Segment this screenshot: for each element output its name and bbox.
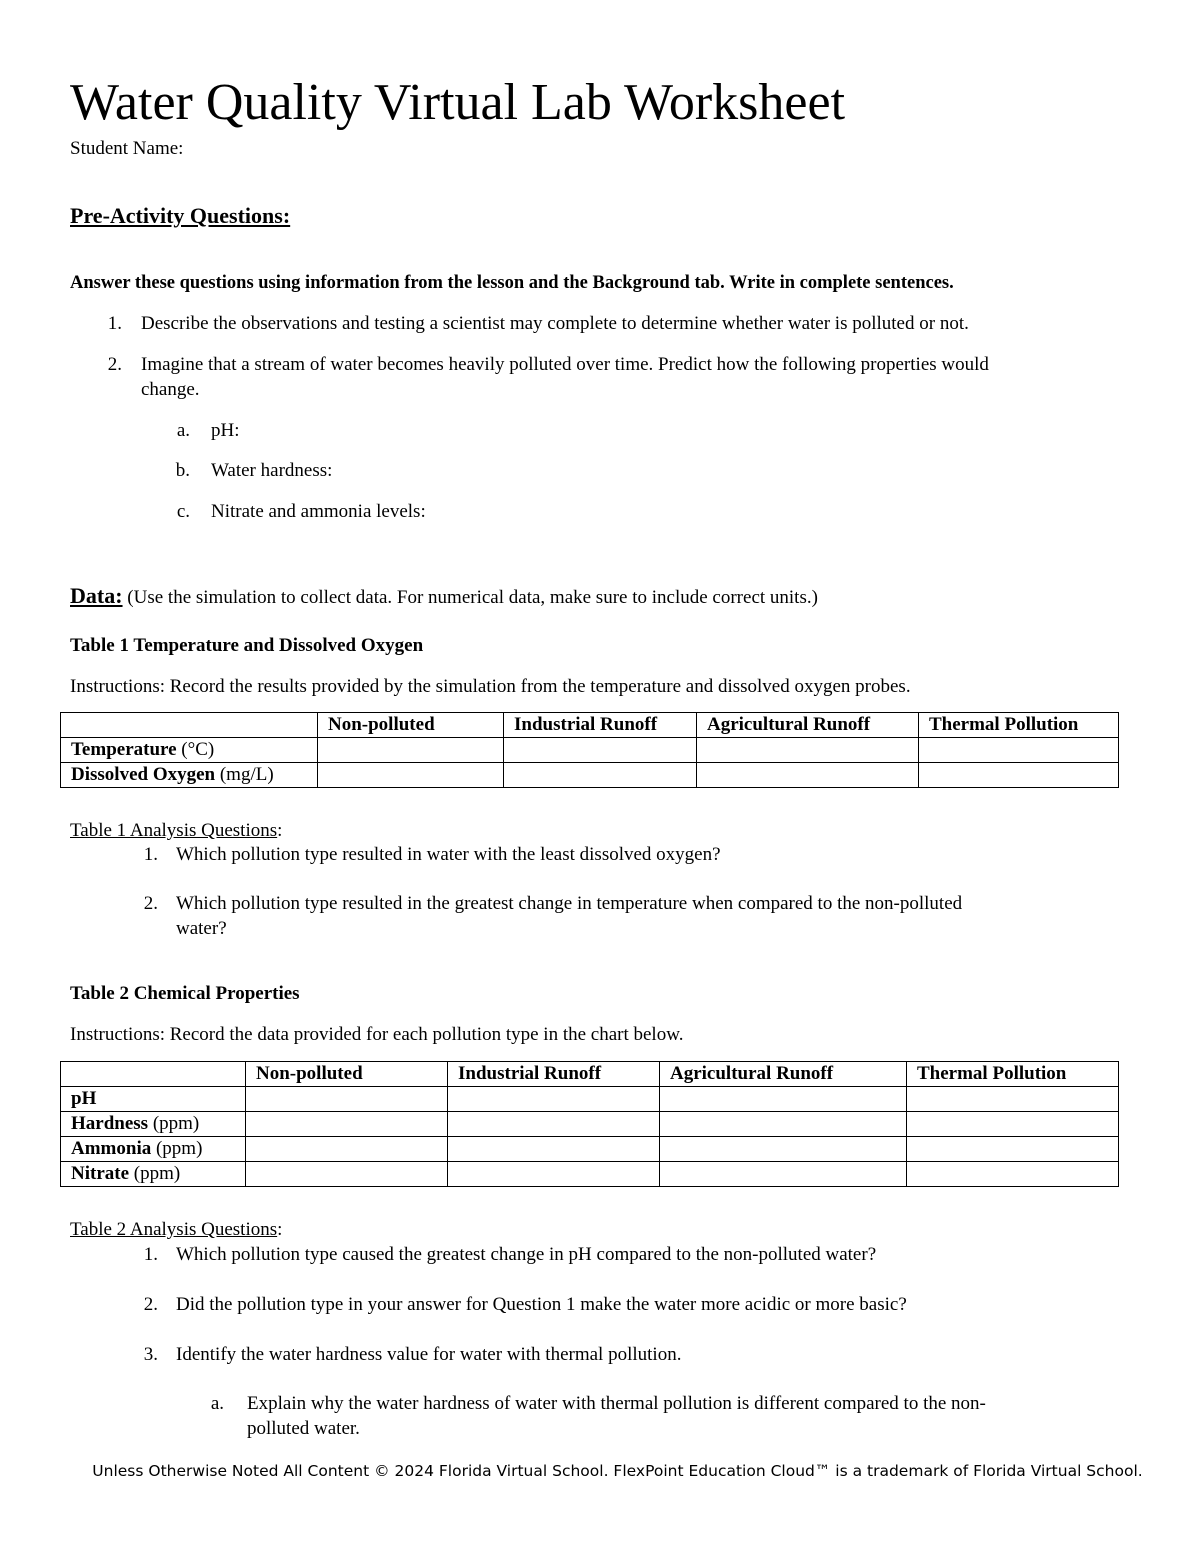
- pre-question-2-line1: Imagine that a stream of water becomes heavily polluted over time. Predict how the following properties would: [141, 354, 989, 375]
- data-cell[interactable]: [697, 763, 919, 788]
- data-cell[interactable]: [907, 1162, 1119, 1187]
- column-header: Agricultural Runoff: [697, 713, 919, 738]
- row-label: Temperature (°C): [61, 738, 318, 763]
- question-number: 2.: [107, 354, 122, 375]
- pre-activity-instructions: Answer these questions using information from the lesson and the Background tab. Write in complete sentences.: [70, 273, 954, 293]
- table-row: [61, 1162, 1119, 1187]
- sub-question-ph: pH:: [211, 420, 240, 441]
- data-cell[interactable]: [448, 1112, 660, 1137]
- sub-letter: a.: [176, 420, 190, 441]
- question-number: 1.: [143, 1244, 158, 1265]
- table2-instructions: Instructions: Record the data provided for each pollution type in the chart below.: [70, 1024, 684, 1045]
- data-cell[interactable]: [246, 1087, 448, 1112]
- data-cell[interactable]: [919, 763, 1119, 788]
- table1-title: Table 1 Temperature and Dissolved Oxygen: [70, 635, 424, 656]
- table2-question-3a-line1: Explain why the water hardness of water with thermal pollution is different compared to the non-: [247, 1393, 986, 1414]
- data-heading: Data:: [70, 583, 123, 608]
- copyright-footer: Unless Otherwise Noted All Content © 2024 Florida Virtual School. FlexPoint Education Cloud™ is a trademark of Florida Virtual School.: [92, 1462, 1143, 1480]
- column-header: Industrial Runoff: [448, 1062, 660, 1087]
- table-row: [61, 1112, 1119, 1137]
- table1-instructions: Instructions: Record the results provided by the simulation from the temperature and dissolved oxygen probes.: [70, 676, 911, 697]
- sub-question-hardness: Water hardness:: [211, 460, 333, 481]
- table2-title: Table 2 Chemical Properties: [70, 983, 300, 1004]
- data-cell[interactable]: [919, 738, 1119, 763]
- data-cell[interactable]: [448, 1137, 660, 1162]
- data-cell[interactable]: [246, 1137, 448, 1162]
- table1-question-2-line2: water?: [176, 918, 227, 939]
- table-header-row: [61, 1062, 1119, 1087]
- row-label: Dissolved Oxygen (mg/L): [61, 763, 318, 788]
- data-cell[interactable]: [448, 1087, 660, 1112]
- table-row: [61, 1087, 1119, 1112]
- data-cell[interactable]: [448, 1162, 660, 1187]
- data-cell[interactable]: [318, 763, 504, 788]
- column-header: Thermal Pollution: [907, 1062, 1119, 1087]
- sub-letter: a.: [210, 1393, 224, 1414]
- student-name-label: Student Name:: [70, 138, 184, 159]
- sub-letter: b.: [175, 460, 190, 481]
- data-cell[interactable]: [246, 1162, 448, 1187]
- table-corner-cell: [61, 713, 318, 738]
- table1-analysis-heading: Table 1 Analysis Questions:: [70, 820, 283, 841]
- question-number: 3.: [143, 1344, 158, 1365]
- data-cell[interactable]: [660, 1087, 907, 1112]
- table-row: [61, 763, 1119, 788]
- data-cell[interactable]: [504, 763, 697, 788]
- sub-letter: c.: [176, 501, 190, 522]
- table-row: [61, 738, 1119, 763]
- table2: [60, 1061, 1119, 1187]
- column-header: Non-polluted: [246, 1062, 448, 1087]
- data-note: (Use the simulation to collect data. For numerical data, make sure to include correct units.): [127, 587, 818, 608]
- table1-question-1: Which pollution type resulted in water with the least dissolved oxygen?: [176, 844, 721, 865]
- data-cell[interactable]: [907, 1137, 1119, 1162]
- pre-question-2-line2: change.: [141, 379, 200, 400]
- data-cell[interactable]: [660, 1162, 907, 1187]
- table-header-row: [61, 713, 1119, 738]
- table-row: [61, 1137, 1119, 1162]
- data-cell[interactable]: [697, 738, 919, 763]
- data-cell[interactable]: [660, 1137, 907, 1162]
- sub-question-nitrate: Nitrate and ammonia levels:: [211, 501, 426, 522]
- data-cell[interactable]: [318, 738, 504, 763]
- data-cell[interactable]: [246, 1112, 448, 1137]
- column-header: Agricultural Runoff: [660, 1062, 907, 1087]
- data-section: [70, 582, 818, 610]
- data-cell[interactable]: [907, 1087, 1119, 1112]
- column-header: Industrial Runoff: [504, 713, 697, 738]
- page-title: Water Quality Virtual Lab Worksheet: [70, 74, 846, 131]
- row-label: Ammonia (ppm): [61, 1137, 246, 1162]
- column-header: Thermal Pollution: [919, 713, 1119, 738]
- question-number: 2.: [143, 1294, 158, 1315]
- pre-question-1: Describe the observations and testing a scientist may complete to determine whether water is polluted or not.: [141, 313, 969, 334]
- data-cell[interactable]: [907, 1112, 1119, 1137]
- row-label: Hardness (ppm): [61, 1112, 246, 1137]
- data-cell[interactable]: [660, 1112, 907, 1137]
- column-header: Non-polluted: [318, 713, 504, 738]
- table2-question-1: Which pollution type caused the greatest change in pH compared to the non-polluted water?: [176, 1244, 877, 1265]
- table2-analysis-heading: Table 2 Analysis Questions:: [70, 1219, 283, 1240]
- table1-question-2-line1: Which pollution type resulted in the greatest change in temperature when compared to the non-polluted: [176, 893, 963, 914]
- table2-question-2: Did the pollution type in your answer for Question 1 make the water more acidic or more basic?: [176, 1294, 907, 1315]
- row-label: Nitrate (ppm): [61, 1162, 246, 1187]
- question-number: 1.: [107, 313, 122, 334]
- question-number: 2.: [143, 893, 158, 914]
- pre-activity-heading: Pre-Activity Questions:: [70, 203, 291, 228]
- data-cell[interactable]: [504, 738, 697, 763]
- table2-question-3a-line2: polluted water.: [247, 1418, 360, 1439]
- row-label: pH: [61, 1087, 246, 1112]
- table-corner-cell: [61, 1062, 246, 1087]
- table1: [60, 712, 1119, 788]
- question-number: 1.: [143, 844, 158, 865]
- table2-question-3: Identify the water hardness value for water with thermal pollution.: [176, 1344, 682, 1365]
